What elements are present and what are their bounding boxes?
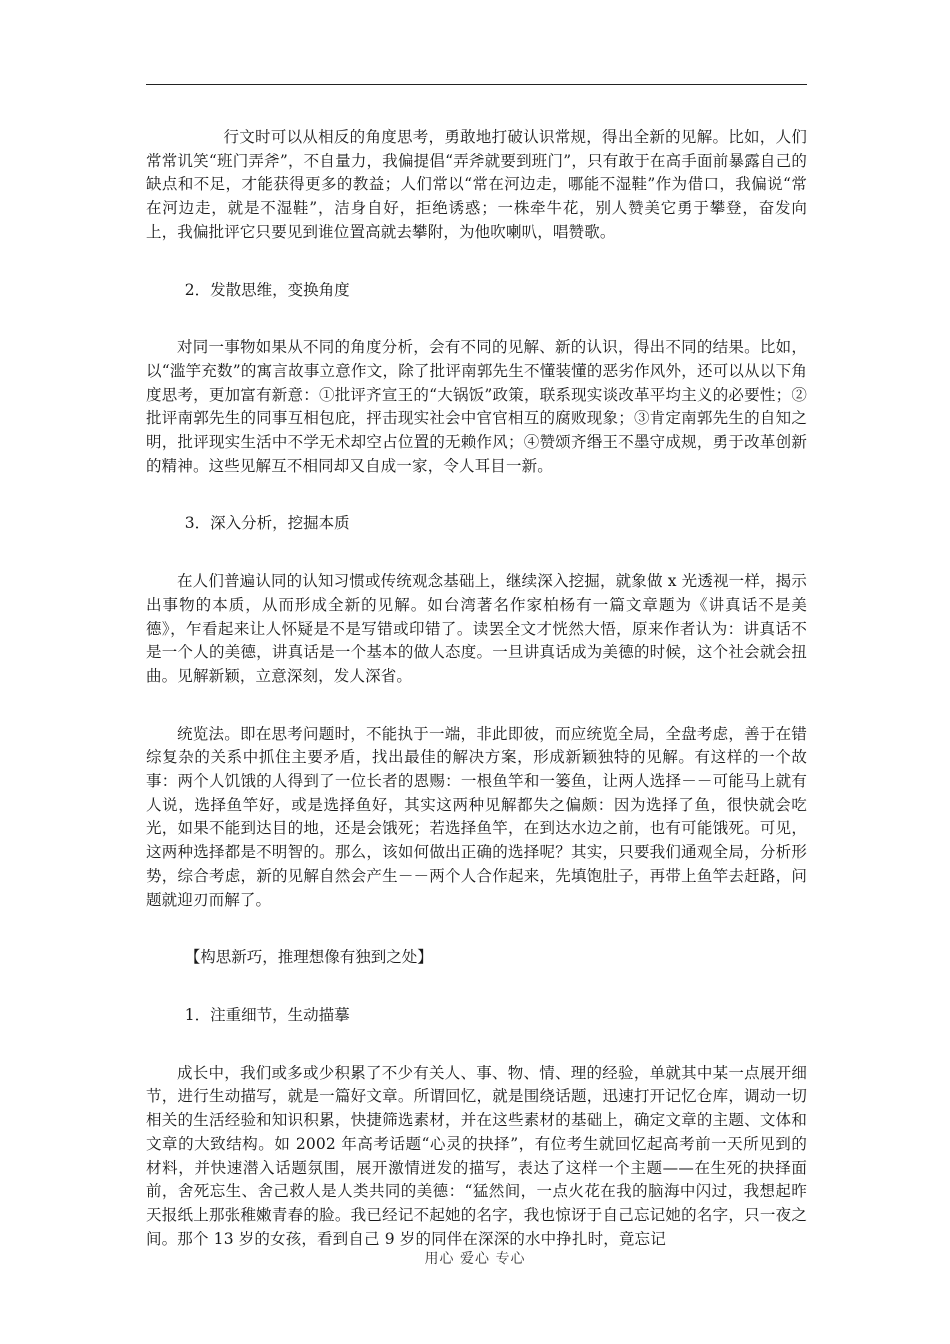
paragraph-overview-method: 统览法。即在思考问题时，不能执于一端，非此即彼，而应统览全局，全盘考虑，善于在错综复杂的关系中抓住主要矛盾，找出最佳的解决方案，形成新颖独特的见解。有这样的一个故事：两个人饥饿的人得到了一位长者的恩赐：一根鱼竿和一篓鱼，让两人选择－－可能马上就有人说，选择鱼竿好，或是选择鱼好，其实这两种见解都失之偏颇：因为选择了鱼，很快就会吃光，如果不能到达目的地，还是会饿死；若选择鱼竿，在到达水边之前，也有可能饿死。可见，这两种选择都是不明智的。那么，该如何做出正确的选择呢？其实，只要我们通观全局，分析形势，综合考虑，新的见解自然会产生－－两个人合作起来，先填饱肚子，再带上鱼竿去赶路，问题就迎刃而解了。 [146,724,807,909]
paragraph-deep-analysis: 在人们普遍认同的认知习惯或传统观念基础上，继续深入挖掘，就象做 x 光透视一样，揭示出事物的本质，从而形成全新的见解。如台湾著名作家柏杨有一篇文章题为《讲真话不是美德》，乍看起来让人怀疑是不是写错或印错了。读罢全文才恍然大悟，原来作者认为：讲真话不是一个人的美德，讲真话是一个基本的做人态度。一旦讲真话成为美德的时候，这个社会就会扭曲。见解新颖，立意深刻，发人深省。 [146,572,807,685]
section-heading-3: 3．深入分析，挖掘本质 [184,514,350,533]
section-heading-1: 1．注重细节，生动描摹 [184,1005,350,1024]
paragraph-divergent-thinking: 对同一事物如果从不同的角度分析，会有不同的见解、新的认识，得出不同的结果。比如，以“滥竽充数”的寓言故事立意作文，除了批评南郭先生不懂装懂的恶劣作风外，还可以从以下角度思考，更加富有新意：①批评齐宣王的“大锅饭”政策，联系现实谈改革平均主义的必要性；②批评南郭先生的同事互相包庇，抨击现实社会中官官相互的腐败现象；③肯定南郭先生的自知之明，批评现实生活中不学无术却空占位置的无赖作风；④赞颂齐缗王不墨守成规，勇于改革创新的精神。这些见解互不相同却又自成一家，令人耳目一新。 [146,338,807,475]
section-heading-2: 2．发散思维，变换角度 [184,280,350,299]
document-body [146,126,807,1285]
header-rule [146,84,807,85]
paragraph-reverse-thinking: 行文时可以从相反的角度思考，勇敢地打破认识常规，得出全新的见解。比如，人们常常讥笑“班门弄斧”，不自量力，我偏提倡“弄斧就要到班门”，只有敢于在高手面前暴露自己的缺点和不足，才能获得更多的教益；人们常以“常在河边走，哪能不湿鞋”作为借口，我偏说“常在河边走，就是不湿鞋”，洁身自好，拒绝诱惑；一株牵牛花，别人赞美它勇于攀登，奋发向上，我偏批评它只要见到谁位置高就去攀附，为他吹喇叭，唱赞歌。 [146,128,807,241]
section-heading-bracket: 【构思新巧，推理想像有独到之处】 [184,948,433,967]
page-footer: 用心 爱心 专心 [424,1251,526,1267]
paragraph-details: 成长中，我们或多或少积累了不少有关人、事、物、情、理的经验，单就其中某一点展开细节，进行生动描写，就是一篇好文章。所谓回忆，就是围绕话题，迅速打开记忆仓库，调动一切相关的生活经验和知识积累，快捷筛选素材，并在这些素材的基础上，确定文章的主题、文体和文章的大致结构。如 2002 年高考话题“心灵的抉择”，有位考生就回忆起高考前一天所见到的材料，并快速潜入话题氛围，展开激情迸发的描写，表达了这样一个主题——在生死的抉择面前，舍死忘生、舍己救人是人类共同的美德：“猛然间，一点火花在我的脑海中闪过，我想起昨天报纸上那张稚嫩青春的脸。我已经记不起她的名字，我也惊讶于自己忘记她的名字，只一夜之间。那个 13 岁的女孩，看到自己 9 岁的同伴在深深的水中挣扎时，竟忘记 [146,1063,807,1248]
